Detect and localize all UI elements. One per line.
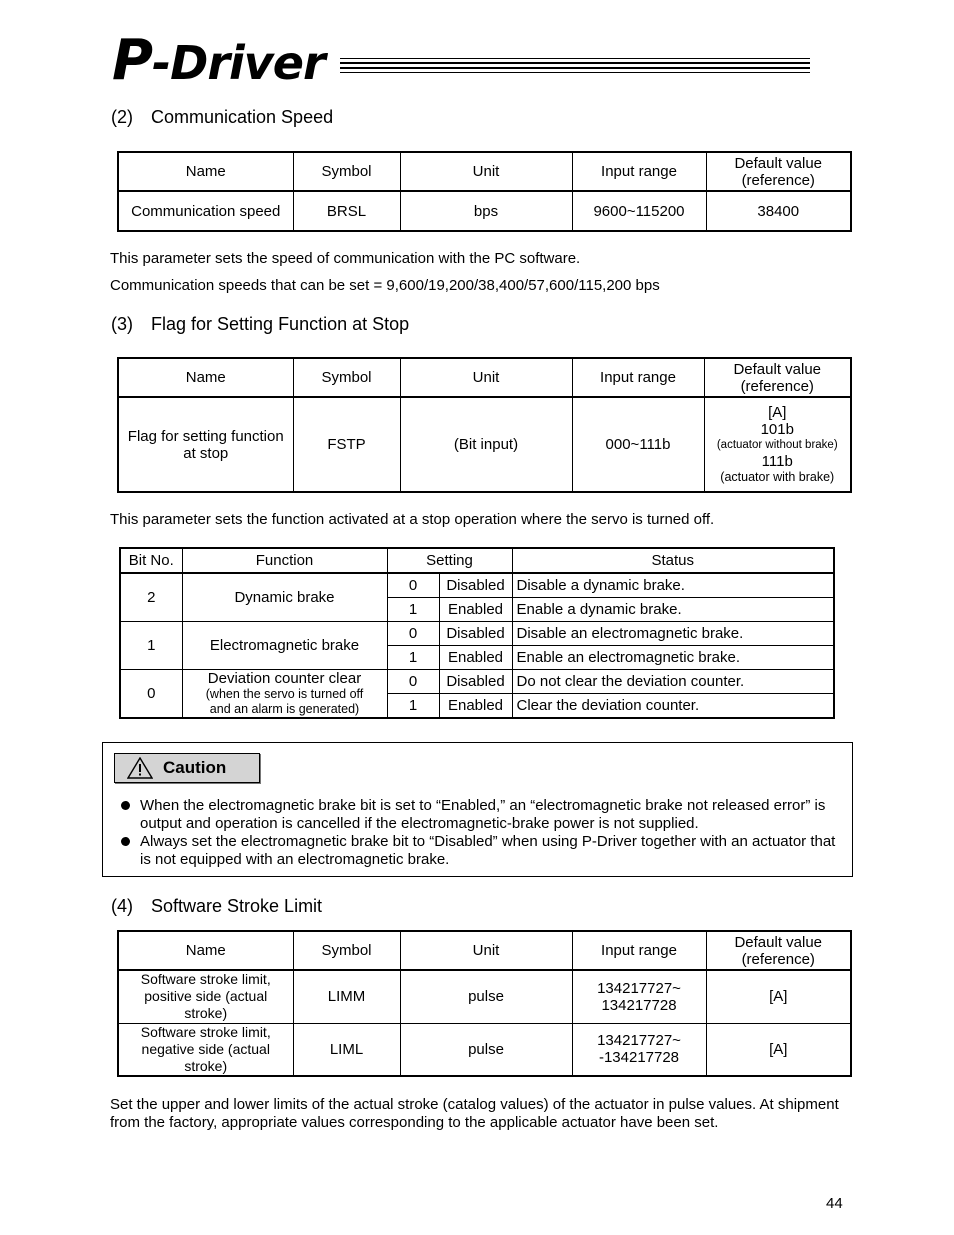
setting-label: Enabled	[439, 694, 512, 719]
section-number: (2)	[111, 107, 133, 127]
cell-unit: bps	[400, 191, 572, 231]
setting-value: 1	[387, 598, 439, 622]
table-row	[118, 970, 851, 1023]
paragraph-flag-stop-desc: This parameter sets the function activated at a stop operation where the servo is turned off.	[110, 511, 715, 528]
cell-unit: pulse	[400, 970, 572, 1023]
caution-label	[114, 753, 260, 783]
bit-function: Electromagnetic brake	[182, 622, 387, 670]
stroke-limit-table	[117, 930, 852, 1077]
header-default: Default value (reference)	[706, 931, 851, 970]
table-row	[120, 573, 834, 598]
cell-symbol: LIML	[293, 1023, 400, 1076]
status-text: Disable an electromagnetic brake.	[512, 622, 834, 646]
status-text: Clear the deviation counter.	[512, 694, 834, 719]
header-status: Status	[512, 548, 834, 573]
bullet-icon	[121, 801, 130, 810]
logo-text: -Driver	[152, 36, 325, 90]
list-item: Always set the electromagnetic brake bit to “Disabled” when using P-Driver together with an actuator that is not equipped with an electromagnetic brake.	[120, 833, 840, 869]
header-unit: Unit	[400, 358, 572, 397]
cell-range: 000~111b	[572, 397, 704, 492]
setting-label: Enabled	[439, 646, 512, 670]
table-row	[118, 1023, 851, 1076]
caution-text: Caution	[163, 758, 227, 777]
p-driver-logo	[112, 28, 325, 93]
communication-speed-table	[117, 151, 852, 232]
cell-unit: (Bit input)	[400, 397, 572, 492]
paragraph-stroke-limit-desc: Set the upper and lower limits of the actual stroke (catalog values) of the actuator in pulse values. At shipment from the factory, appropriate values corresponding to the applicable actuator have been set.	[110, 1096, 839, 1131]
section-title: Communication Speed	[151, 107, 334, 127]
table-row	[120, 622, 834, 646]
setting-value: 0	[387, 573, 439, 598]
header-bit-no: Bit No.	[120, 548, 182, 573]
header-name: Name	[118, 358, 293, 397]
section-number: (4)	[111, 896, 133, 916]
header-function: Function	[182, 548, 387, 573]
header-input-range: Input range	[572, 152, 706, 191]
header-unit: Unit	[400, 931, 572, 970]
cell-default: [A] 101b (actuator without brake) 111b (actuator with brake)	[704, 397, 851, 492]
cell-default: [A]	[706, 1023, 851, 1076]
header-symbol: Symbol	[293, 358, 400, 397]
warning-triangle-icon	[127, 757, 153, 779]
flag-stop-table	[117, 357, 852, 493]
setting-value: 0	[387, 622, 439, 646]
header-symbol: Symbol	[293, 931, 400, 970]
bullet-icon	[121, 837, 130, 846]
setting-value: 1	[387, 646, 439, 670]
header-name: Name	[118, 931, 293, 970]
setting-label: Disabled	[439, 622, 512, 646]
section-title: Software Stroke Limit	[151, 896, 323, 916]
page-number: 44	[826, 1195, 843, 1212]
bit-number: 0	[120, 670, 182, 719]
paragraph-comm-speed-values: Communication speeds that can be set = 9,600/19,200/38,400/57,600/115,200 bps	[110, 277, 660, 294]
status-text: Do not clear the deviation counter.	[512, 670, 834, 694]
cell-range: 9600~115200	[572, 191, 706, 231]
bit-function: Dynamic brake	[182, 573, 387, 622]
cell-symbol: LIMM	[293, 970, 400, 1023]
cell-name: Software stroke limit, negative side (actual stroke)	[118, 1023, 293, 1076]
table-row	[120, 670, 834, 694]
bit-function: Deviation counter clear (when the servo is turned off and an alarm is generated)	[182, 670, 387, 719]
bit-function-table	[119, 547, 835, 719]
header-symbol: Symbol	[293, 152, 400, 191]
cell-name: Communication speed	[118, 191, 293, 231]
cell-range: 134217727~ -134217728	[572, 1023, 706, 1076]
cell-range: 134217727~ 134217728	[572, 970, 706, 1023]
header-input-range: Input range	[572, 931, 706, 970]
bit-number: 1	[120, 622, 182, 670]
cell-default: [A]	[706, 970, 851, 1023]
setting-value: 1	[387, 694, 439, 719]
setting-label: Disabled	[439, 670, 512, 694]
setting-label: Enabled	[439, 598, 512, 622]
header-default: Default value (reference)	[704, 358, 851, 397]
caution-bullet-list	[120, 797, 840, 869]
cell-symbol: FSTP	[293, 397, 400, 492]
cell-unit: pulse	[400, 1023, 572, 1076]
list-item: When the electromagnetic brake bit is set to “Enabled,” an “electromagnetic brake not released error” is output and operation is cancelled if the electromagnetic-brake power is not supplied.	[120, 797, 840, 833]
section-heading-flag-stop	[111, 314, 409, 335]
cell-symbol: BRSL	[293, 191, 400, 231]
status-text: Enable a dynamic brake.	[512, 598, 834, 622]
section-number: (3)	[111, 314, 133, 334]
status-text: Disable a dynamic brake.	[512, 573, 834, 598]
status-text: Enable an electromagnetic brake.	[512, 646, 834, 670]
setting-value: 0	[387, 670, 439, 694]
cell-default: 38400	[706, 191, 851, 231]
cell-name: Flag for setting function at stop	[118, 397, 293, 492]
header-unit: Unit	[400, 152, 572, 191]
header-input-range: Input range	[572, 358, 704, 397]
header-name: Name	[118, 152, 293, 191]
section-heading-communication-speed	[111, 107, 333, 128]
header-default: Default value (reference)	[706, 152, 851, 191]
logo-rule-lines	[340, 58, 810, 84]
setting-label: Disabled	[439, 573, 512, 598]
paragraph-comm-speed-desc: This parameter sets the speed of communication with the PC software.	[110, 250, 581, 267]
section-heading-stroke-limit	[111, 896, 322, 917]
bit-number: 2	[120, 573, 182, 622]
section-title: Flag for Setting Function at Stop	[151, 314, 410, 334]
header-setting: Setting	[387, 548, 512, 573]
cell-name: Software stroke limit, positive side (actual stroke)	[118, 970, 293, 1023]
logo-p: P	[112, 28, 153, 93]
